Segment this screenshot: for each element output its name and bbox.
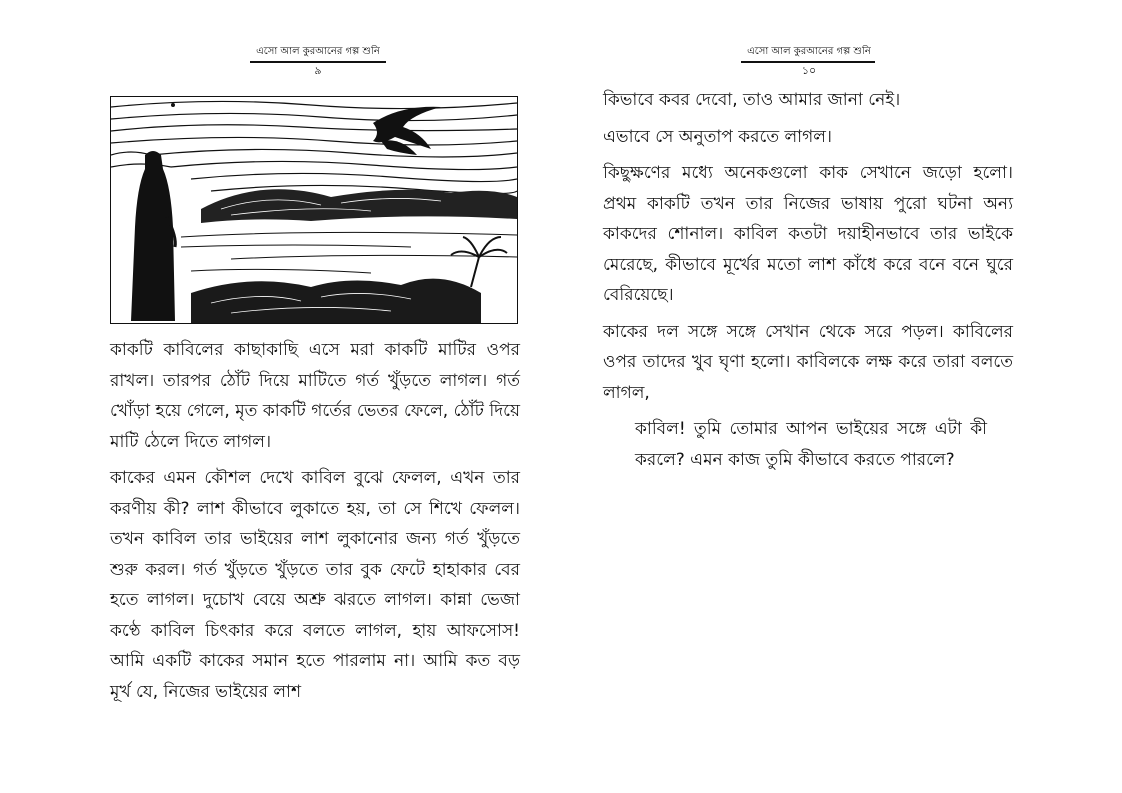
crow-and-man-sketch-icon — [110, 96, 518, 324]
paragraph: কাকটি কাবিলের কাছাকাছি এসে মরা কাকটি মাটির ওপর রাখল। তারপর ঠোঁট দিয়ে মাটিতে গর্ত খুঁড়তে লাগল। গর্ত খোঁড়া হয়ে গেলে, মৃত কাকটি গর্তের ভেতর ফেলে, ঠোঁট দিয়ে মাটি ঠেলে দিতে লাগল। — [110, 340, 520, 452]
quote-block: কাবিল! তুমি তোমার আপন ভাইয়ের সঙ্গে এটা কী করলে? এমন কাজ তুমি কীভাবে করতে পারলে? — [635, 419, 987, 470]
page-number: ৯ — [314, 64, 322, 77]
right-body-text — [603, 85, 1013, 481]
right-page — [561, 0, 1122, 793]
running-head: এসো আল কুরআনের গল্প শুনি — [256, 46, 380, 57]
page-number: ১০ — [801, 64, 817, 77]
left-body-text — [110, 335, 520, 713]
running-head: এসো আল কুরআনের গল্প শুনি — [747, 46, 871, 57]
paragraph: এভাবে সে অনুতাপ করতে লাগল। — [603, 126, 832, 147]
header-rule — [741, 61, 875, 63]
header-rule — [250, 61, 386, 63]
paragraph: কিভাবে কবর দেবো, তাও আমার জানা নেই। — [603, 90, 901, 110]
paragraph: কাকের দল সঙ্গে সঙ্গে সেখান থেকে সরে পড়ল। কাবিলের ওপর তাদের খুব ঘৃণা হলো। কাবিলকে লক্ষ করে তারা বলতে লাগল, — [603, 321, 1013, 403]
paragraph: কিছুক্ষণের মধ্যে অনেকগুলো কাক সেখানে জড়ো হলো। প্রথম কাকটি তখন তার নিজের ভাষায় পুরো ঘটনা অন্য কাকদের শোনাল। কাবিল কতটা দয়াহীনভাবে তার ভাইকে মেরেছে, কীভাবে মূর্খের মতো লাশ কাঁধে করে বনে বনে ঘুরে বেরিয়েছে। — [603, 163, 1013, 305]
paragraph: কাকের এমন কৌশল দেখে কাবিল বুঝে ফেলল, এখন তার করণীয় কী? লাশ কীভাবে লুকাতে হয়, তা সে শিখে ফেলল। তখন কাবিল তার ভাইয়ের লাশ লুকানোর জন্য গর্ত খুঁড়তে শুরু করল। গর্ত খুঁড়তে খুঁড়তে তার বুক ফেটে হাহাকার বের হতে লাগল। দুচোখ বেয়ে অশ্রু ঝরতে লাগল। কান্না ভেজা কণ্ঠে কাবিল চিৎকার করে বলতে লাগল, হায় আফসোস! আমি একটি কাকের সমান হতে পারলাম না। আমি কত বড় মূর্খ যে, নিজের ভাইয়ের লাশ — [110, 468, 520, 702]
